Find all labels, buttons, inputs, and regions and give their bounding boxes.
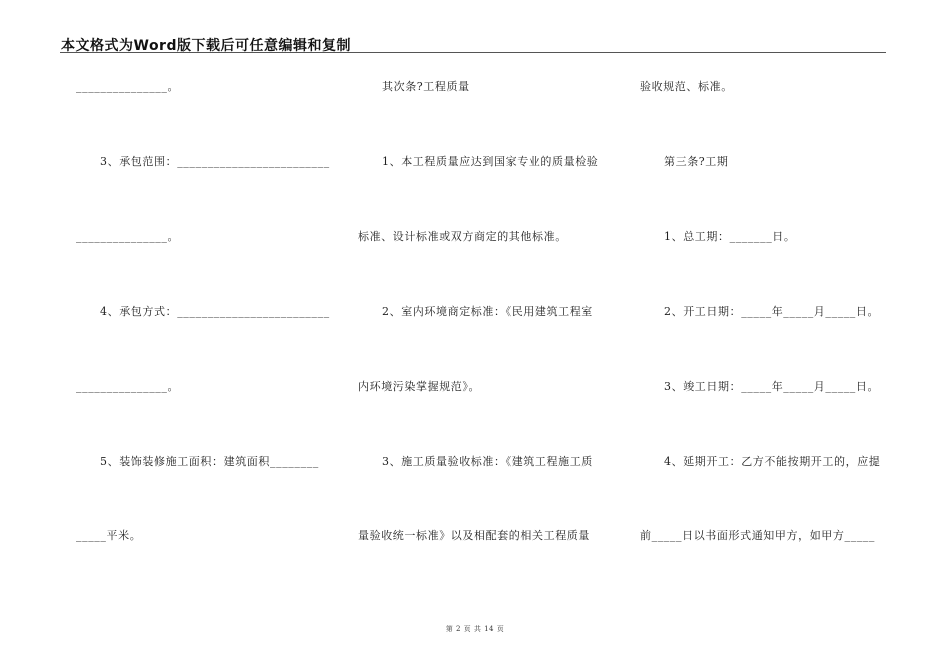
right-line-2: 第三条?工期 (664, 155, 729, 168)
middle-line-6: 3、施工质量验收标准：《建筑工程施工质 (382, 455, 593, 468)
middle-line-5: 内环境污染掌握规范》。 (358, 380, 481, 393)
page-header-title: 本文格式为Word版下载后可任意编辑和复制 (61, 38, 351, 54)
middle-line-1: 其次条?工程质量 (382, 80, 470, 93)
right-line-1: 验收规范、标准。 (640, 80, 733, 93)
left-line-5: _______________。 (76, 380, 180, 393)
left-line-4: 4、承包方式：_________________________ (100, 305, 330, 318)
left-line-3: _______________。 (76, 230, 180, 243)
middle-line-2: 1、本工程质量应达到国家专业的质量检验 (382, 155, 599, 168)
right-line-5: 3、竣工日期：_____年_____月_____日。 (664, 380, 880, 393)
middle-line-3: 标准、设计标准或双方商定的其他标准。 (358, 230, 567, 243)
page-number-footer: 第 2 页 共 14 页 (445, 625, 505, 633)
left-line-1: _______________。 (76, 80, 180, 93)
middle-line-4: 2、室内环境商定标准：《民用建筑工程室 (382, 305, 593, 318)
right-line-6: 4、延期开工：乙方不能按期开工的，应提 (664, 455, 881, 468)
right-line-7: 前_____日以书面形式通知甲方，如甲方_____ (640, 529, 875, 542)
right-line-4: 2、开工日期：_____年_____月_____日。 (664, 305, 880, 318)
left-line-6: 5、装饰装修施工面积：建筑面积________ (100, 455, 319, 468)
header-divider (60, 52, 886, 53)
middle-line-7: 量验收统一标准》以及相配套的相关工程质量 (358, 529, 590, 542)
left-line-7: _____平米。 (76, 529, 142, 542)
right-line-3: 1、总工期：_______日。 (664, 230, 796, 243)
left-line-2: 3、承包范围：_________________________ (100, 155, 330, 168)
